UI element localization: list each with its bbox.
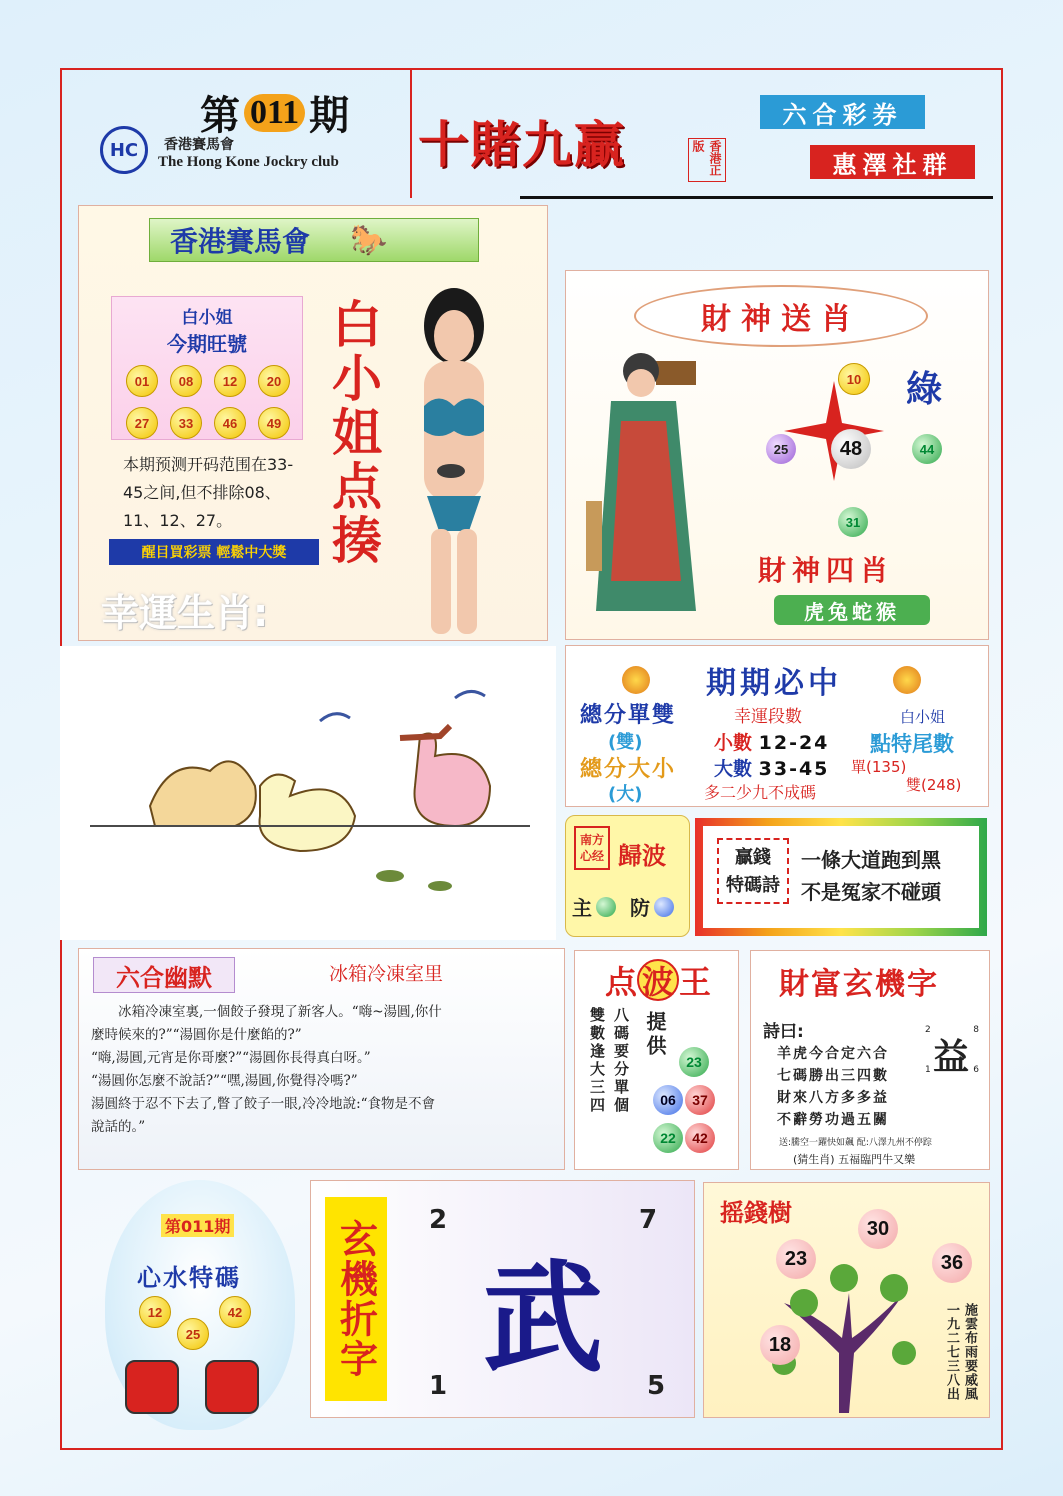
badge-community: 惠澤社群 bbox=[810, 145, 975, 179]
fortune-char-box bbox=[925, 1025, 979, 1078]
mystery-char: 武 bbox=[483, 1248, 603, 1389]
total-big-small-value: (大) bbox=[608, 784, 643, 805]
total-odd-even-label: 總分單雙 bbox=[580, 703, 677, 728]
even-label: 雙 bbox=[906, 776, 922, 794]
mystery-bl: 1 bbox=[429, 1371, 448, 1401]
fortune-zodiac: (猜生肖) 五福臨門牛又樂 bbox=[793, 1153, 916, 1166]
poem-inner bbox=[703, 826, 979, 928]
poem-line1: 一條大道跑到黑 bbox=[801, 848, 941, 872]
model-figure bbox=[379, 281, 529, 636]
coin-icon bbox=[893, 666, 921, 694]
money-tree-ball: 36 bbox=[932, 1243, 972, 1283]
title-c: 王 bbox=[679, 963, 712, 1001]
title-a: 点 bbox=[605, 963, 638, 1001]
fortune-line: 不辭勞功過五關 bbox=[777, 1112, 889, 1128]
wave-ball: 22 bbox=[653, 1123, 683, 1153]
big-row bbox=[714, 754, 829, 781]
wave-title: 歸波 bbox=[618, 842, 666, 870]
green-ball-icon bbox=[596, 897, 616, 917]
lucky-segment: 幸運段數 bbox=[734, 707, 802, 727]
corner-tr: 8 bbox=[973, 1025, 979, 1035]
lucky-number-ball: 20 bbox=[258, 365, 290, 397]
main-title: 十賭九贏 bbox=[418, 117, 626, 173]
jockey-club-logo-icon: HC bbox=[100, 126, 148, 174]
lucky-number-ball: 33 bbox=[170, 407, 202, 439]
heart-ball: 25 bbox=[177, 1318, 209, 1350]
fortune-title: 財富玄機字 bbox=[779, 967, 939, 1002]
total-big-small-label: 總分大小 bbox=[580, 757, 677, 782]
small-label: 小數 bbox=[714, 732, 753, 754]
badge-lottery: 六合彩券 bbox=[760, 95, 925, 129]
wave-main-label: 主 bbox=[572, 896, 592, 920]
vertical-title: 白小姐点揍 bbox=[324, 298, 382, 568]
wave-ball: 06 bbox=[653, 1085, 683, 1115]
wealth-god-panel bbox=[565, 270, 989, 640]
horse-racing-icon: 🐎 bbox=[350, 222, 388, 258]
odd-value: (135) bbox=[866, 758, 907, 776]
mystery-panel bbox=[310, 1180, 695, 1418]
big-label: 大數 bbox=[714, 758, 753, 780]
joke-tag-text: 六合幽默 bbox=[116, 963, 212, 992]
wave-ball: 23 bbox=[679, 1047, 709, 1077]
compass-right: 44 bbox=[912, 434, 942, 464]
fortune-lines bbox=[777, 1043, 889, 1131]
compass-center: 48 bbox=[831, 429, 871, 469]
heart-issue: 第011期 bbox=[161, 1214, 234, 1237]
wealth-title-oval bbox=[634, 285, 928, 347]
banner-text: 香港賽馬會 bbox=[170, 225, 311, 258]
fortune-line: 羊虎今合定六合 bbox=[777, 1046, 889, 1062]
wave-ball: 42 bbox=[685, 1123, 715, 1153]
heart-ball: 42 bbox=[219, 1296, 251, 1328]
point-wave-balls bbox=[660, 1047, 737, 1167]
joke-panel bbox=[78, 948, 565, 1170]
every-issue-title: 期期必中 bbox=[706, 666, 842, 701]
lucky-zodiac-label: 幸運生肖: bbox=[101, 591, 269, 635]
corner-br: 6 bbox=[973, 1065, 979, 1075]
even-value: (248) bbox=[921, 776, 962, 794]
slogan: 醒目買彩票 輕鬆中大獎 bbox=[109, 539, 319, 565]
money-tree-title: 摇錢樹 bbox=[720, 1199, 792, 1227]
big-range: 33-45 bbox=[758, 758, 830, 780]
header-divider bbox=[520, 196, 993, 199]
compass-top: 10 bbox=[838, 363, 870, 395]
odd-label: 單 bbox=[851, 758, 867, 776]
lucky-number-ball: 12 bbox=[214, 365, 246, 397]
poem-label1: 贏錢 bbox=[735, 847, 771, 868]
compass-bottom: 31 bbox=[838, 507, 868, 537]
miss-bai-panel bbox=[78, 205, 548, 641]
point-col2: 八碼要分單個 bbox=[612, 1007, 630, 1115]
heart-water-panel bbox=[105, 1180, 295, 1430]
issue-prefix: 第 bbox=[200, 93, 240, 138]
blue-ball-icon bbox=[654, 897, 674, 917]
duck-illustration bbox=[60, 646, 556, 940]
every-issue-panel bbox=[565, 645, 989, 807]
money-tree-ball: 30 bbox=[858, 1209, 898, 1249]
title-b: 波 bbox=[637, 959, 679, 1001]
mystery-label: 玄機折字 bbox=[325, 1197, 387, 1401]
money-tree-col2: 一九二七三八出 bbox=[944, 1303, 959, 1401]
fortune-line: 七碼勝出三四數 bbox=[777, 1068, 889, 1084]
header-left bbox=[60, 68, 412, 198]
lucky-number-box bbox=[111, 296, 303, 440]
prediction-text: 本期预测开码范围在33-45之间,但不排除08、11、12、27。 bbox=[123, 455, 294, 530]
total-odd-even-value: (雙) bbox=[608, 732, 643, 753]
joke-line: “湯圓你怎麼不說話?”“嘿,湯圓,你覺得冷嗎?” bbox=[91, 1073, 358, 1089]
club-name-en: The Hong Kone Jockry club bbox=[158, 154, 339, 170]
joke-tag bbox=[93, 957, 235, 993]
fortune-char: 益 bbox=[933, 1037, 970, 1078]
issue-title bbox=[200, 84, 349, 141]
money-tree-ball: 18 bbox=[760, 1325, 800, 1365]
compass-star bbox=[784, 381, 884, 481]
lucky-number-ball: 08 bbox=[170, 365, 202, 397]
small-row bbox=[714, 728, 829, 755]
corner-bl: 1 bbox=[925, 1065, 931, 1075]
heart-title: 心水特碼 bbox=[137, 1264, 241, 1292]
wave-guard bbox=[630, 892, 674, 921]
not-code: 多二少九不成碼 bbox=[704, 783, 817, 802]
odd-row bbox=[851, 756, 906, 777]
wealth-god-figure bbox=[586, 341, 716, 621]
wave-ball: 37 bbox=[685, 1085, 715, 1115]
fortune-panel bbox=[750, 950, 990, 1170]
issue-number: 011 bbox=[244, 94, 305, 132]
joke-line: 麼時候來的?”“湯圓你是什麼餡的?” bbox=[91, 1027, 302, 1043]
lucky-number-ball: 01 bbox=[126, 365, 158, 397]
lucky-number-ball: 27 bbox=[126, 407, 158, 439]
edition-stamp: 香港正版 bbox=[688, 138, 726, 182]
money-tree-panel bbox=[703, 1182, 990, 1418]
joke-body bbox=[91, 1001, 561, 1139]
coin-icon bbox=[622, 666, 650, 694]
joke-line: 說話的。” bbox=[91, 1119, 146, 1135]
mystery-tr: 7 bbox=[639, 1205, 658, 1235]
point-col1: 雙數逢大三四 bbox=[588, 1007, 606, 1115]
poem-panel bbox=[695, 818, 987, 936]
issue-suffix: 期 bbox=[309, 93, 350, 138]
joke-title: 冰箱冷凍室里 bbox=[329, 963, 444, 985]
wave-guard-label: 防 bbox=[630, 896, 650, 920]
joke-line: 冰箱冷凍室裏,一個餃子發現了新客人。“嗨~湯圓,你什 bbox=[118, 1004, 442, 1020]
joke-line: “嗨,湯圓,元宵是你哥麼?”“湯圓你長得真白呀。” bbox=[91, 1050, 371, 1066]
joke-line: 湯圓終于忍不下去了,瞥了餃子一眼,冷冷地說:“食物是不會 bbox=[91, 1096, 436, 1112]
mystery-tl: 2 bbox=[429, 1205, 448, 1235]
boxing-glove-icon bbox=[205, 1360, 259, 1414]
fortune-note: 送:騰空一躍快如飆 配:八澤九州不停踪 bbox=[779, 1138, 932, 1148]
money-tree-col1: 施雲布雨要威風 bbox=[962, 1303, 977, 1401]
lucky-number-ball: 49 bbox=[258, 407, 290, 439]
boxing-glove-icon bbox=[125, 1360, 179, 1414]
box-title1: 白小姐 bbox=[181, 308, 233, 328]
fortune-line: 財來八方多多益 bbox=[777, 1090, 889, 1106]
compass-left: 25 bbox=[766, 434, 796, 464]
miss-bai-banner bbox=[149, 218, 479, 262]
even-row bbox=[906, 774, 961, 795]
lucky-number-ball: 46 bbox=[214, 407, 246, 439]
box-title2: 今期旺號 bbox=[167, 332, 247, 356]
corner-tl: 2 bbox=[925, 1025, 931, 1035]
heart-ball: 12 bbox=[139, 1296, 171, 1328]
point-wave-panel bbox=[574, 950, 739, 1170]
poem-label2: 特碼詩 bbox=[726, 875, 780, 896]
small-range: 12-24 bbox=[758, 732, 830, 754]
club-name-cn: 香港賽馬會 bbox=[164, 137, 234, 153]
fortune-poem-label: 詩曰: bbox=[763, 1022, 804, 1042]
poem-line2: 不是冤家不碰頭 bbox=[801, 880, 941, 904]
lucky-number-grid bbox=[112, 365, 302, 439]
point-col3: 提供 bbox=[643, 1011, 667, 1059]
wave-stamp: 南方心经 bbox=[574, 826, 610, 870]
mystery-br: 5 bbox=[647, 1371, 666, 1401]
wave-panel bbox=[565, 815, 690, 937]
money-tree-ball: 23 bbox=[776, 1239, 816, 1279]
point-wave-title bbox=[605, 957, 711, 1003]
miss-bai-small: 白小姐 bbox=[900, 708, 946, 726]
side-char: 綠 bbox=[906, 369, 943, 410]
poem-label-box bbox=[717, 838, 789, 904]
heart-balls bbox=[139, 1296, 259, 1360]
four-zodiac-animals: 虎兔蛇猴 bbox=[774, 595, 930, 625]
wave-main bbox=[572, 892, 616, 921]
four-zodiac-label: 財神四肖 bbox=[758, 554, 895, 587]
wealth-title: 財神送肖 bbox=[701, 302, 861, 337]
tail-label: 點特尾數 bbox=[870, 732, 954, 756]
